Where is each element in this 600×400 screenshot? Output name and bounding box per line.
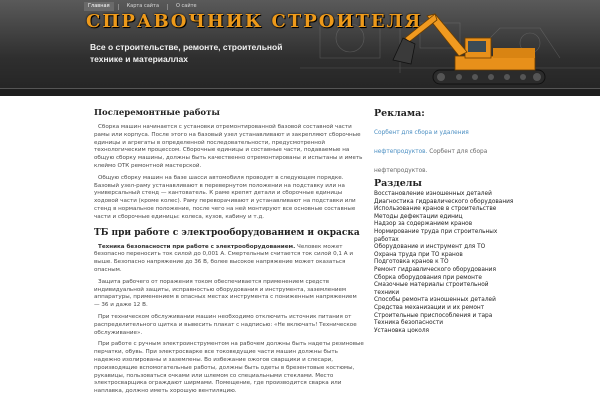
section-link[interactable]: Оборудование и инструмент для ТО	[374, 244, 486, 251]
header-bottom-bar	[0, 88, 600, 96]
list-item	[374, 199, 514, 207]
section-link[interactable]: Нормирование труда при строительных работах	[374, 228, 498, 243]
list-item	[374, 267, 514, 275]
excavator-image	[375, 8, 595, 90]
post-title[interactable]: Послеремонтные работы	[94, 108, 220, 118]
section-link[interactable]: Надзор за содержанием кранов	[374, 221, 473, 228]
section-link[interactable]: Техника безопасности	[374, 320, 443, 327]
list-item	[374, 229, 514, 244]
section-link[interactable]: Охрана труда при ТО кранов	[374, 251, 463, 258]
list-item	[374, 282, 514, 297]
section-link[interactable]: Ремонт гидравлического оборудования	[374, 266, 496, 273]
list-item	[374, 221, 514, 229]
section-link[interactable]: Использование кранов в строительстве	[374, 206, 497, 213]
ad-text: Сорбент для сбора нефтепродуктов.	[374, 149, 488, 174]
post-paragraph: При техническом обслуживании машин необходимо отключить источник питания от распределительного щитка и вывесить плакат с надписью: «Не включать! Техническое обслуживание».	[94, 313, 357, 336]
list-item	[374, 313, 514, 321]
list-item	[374, 206, 514, 214]
site-title[interactable]: СПРАВОЧНИК СТРОИТЕЛЯ	[86, 11, 423, 32]
main-content	[94, 108, 364, 400]
section-link[interactable]: Диагностика гидравлического оборудования	[374, 198, 514, 205]
nav-about-link[interactable]: О сайте	[176, 3, 197, 9]
lead-text: Человек может безопасно переносить ток силой до 0,001 А. Смертельным считается ток силой 0,1 А и выше. Безопасно напряжение до 36 В, более высокое напряжение может оказаться опасным.	[94, 243, 353, 273]
site-header	[0, 0, 600, 96]
top-navigation	[84, 2, 201, 11]
nav-separator	[167, 4, 168, 10]
list-item	[374, 259, 514, 267]
nav-home-link[interactable]: Главная	[84, 2, 114, 11]
section-link[interactable]: Способы ремонта изношенных деталей	[374, 297, 496, 304]
list-item	[374, 275, 514, 283]
post-maintenance	[94, 108, 364, 222]
section-link[interactable]: Установка цоколя	[374, 327, 430, 334]
post-paragraph: При работе с ручным электроинструментом на рабочем должны быть надеты резиновые перчатки, обувь. При электросварке все токоведущие части машин должны быть надежно изолированы и заземлены. Во избежание ожогов сварщики и слесари, производящие вспомогательные работы, должны быть одеты в брезентовые костюмы, рукавицы, пользоваться очками или шлемом со специальными стеклами. Место электросварщика ограждают ширмами. Помещение, где производится сварка или наплавка, должно иметь хорошую вентиляцию.	[94, 341, 364, 395]
section-link[interactable]: Строительные приспособления и тара	[374, 312, 493, 319]
post-paragraph: Защита рабочего от поражения током обеспечивается применением средств индивидуальной защиты, исправностью оборудования и инструмента, заземлением аппаратуры, применением в опасных местах инструмента с пониженным напряжением — 36 и даже 12 В.	[94, 278, 357, 309]
sidebar	[374, 108, 514, 400]
section-link[interactable]: Методы дефектации единиц	[374, 213, 463, 220]
ad-block	[374, 119, 514, 176]
nav-sitemap-link[interactable]: Карта сайта	[126, 3, 160, 9]
list-item	[374, 191, 514, 199]
list-item	[374, 244, 514, 252]
site-tagline: Все о строительстве, ремонте, строительной технике и материаллах	[90, 42, 283, 64]
section-link[interactable]: Восстановление изношенных деталей	[374, 191, 492, 197]
post-title[interactable]: ТБ при работе с электрооборудованием и окраска	[94, 227, 360, 238]
post-paragraph: Сборка машин начинается с установки отремонтированной базовой составной части рамы или корпуса. После этого на базовый узел устанавливают и закрепляют сборочные единицы и агрегаты в определенной последовательности, предусмотренной технологическим процессом. Сборочные единицы и составные части, подаваемые на общую сборку машины, должны быть качественно отремонтированы и испытаны и иметь клеймо ОТК ремонтной мастерской.	[94, 124, 363, 169]
post-lead-paragraph	[94, 244, 364, 275]
left-margin	[0, 96, 86, 400]
post-safety	[94, 228, 364, 396]
list-item	[374, 328, 514, 336]
list-item	[374, 320, 514, 328]
list-item	[374, 252, 514, 260]
post-paragraph: Общую сборку машин на базе шасси автомобиля проводят в следующем порядке. Базовый узел-раму устанавливают в перевернутом положении на подставку или на универсальный стенд — кантователь. К раме крепят детали и сборочные единицы ходовой части (кроме колес). Раму переворачивают и устанавливают на подставки или стенд в нормальное положение, после чего на ней монтируют все основные составные части и сборочные единицы: колеса, кузов, кабину и т.д.	[94, 174, 356, 220]
list-item	[374, 214, 514, 222]
ads-heading: Реклама:	[374, 108, 425, 119]
section-link[interactable]: Сборка оборудования при ремонте	[374, 274, 482, 281]
sections-heading: Разделы	[374, 178, 422, 189]
lead-bold-text: Техника безопасности при работе с электрооборудованием.	[98, 243, 296, 250]
list-item	[374, 305, 514, 313]
list-item	[374, 297, 514, 305]
section-link[interactable]: Средства механизации и их ремонт	[374, 304, 485, 311]
nav-separator	[118, 4, 119, 10]
ad-link[interactable]: Сорбент для сбора и удаления нефтепродуктов.	[374, 130, 469, 155]
section-link[interactable]: Подготовка кранов к ТО	[374, 259, 449, 266]
section-link[interactable]: Смазочные материалы строительной техники	[374, 282, 489, 296]
sections-list	[374, 191, 514, 335]
right-margin	[520, 96, 600, 400]
